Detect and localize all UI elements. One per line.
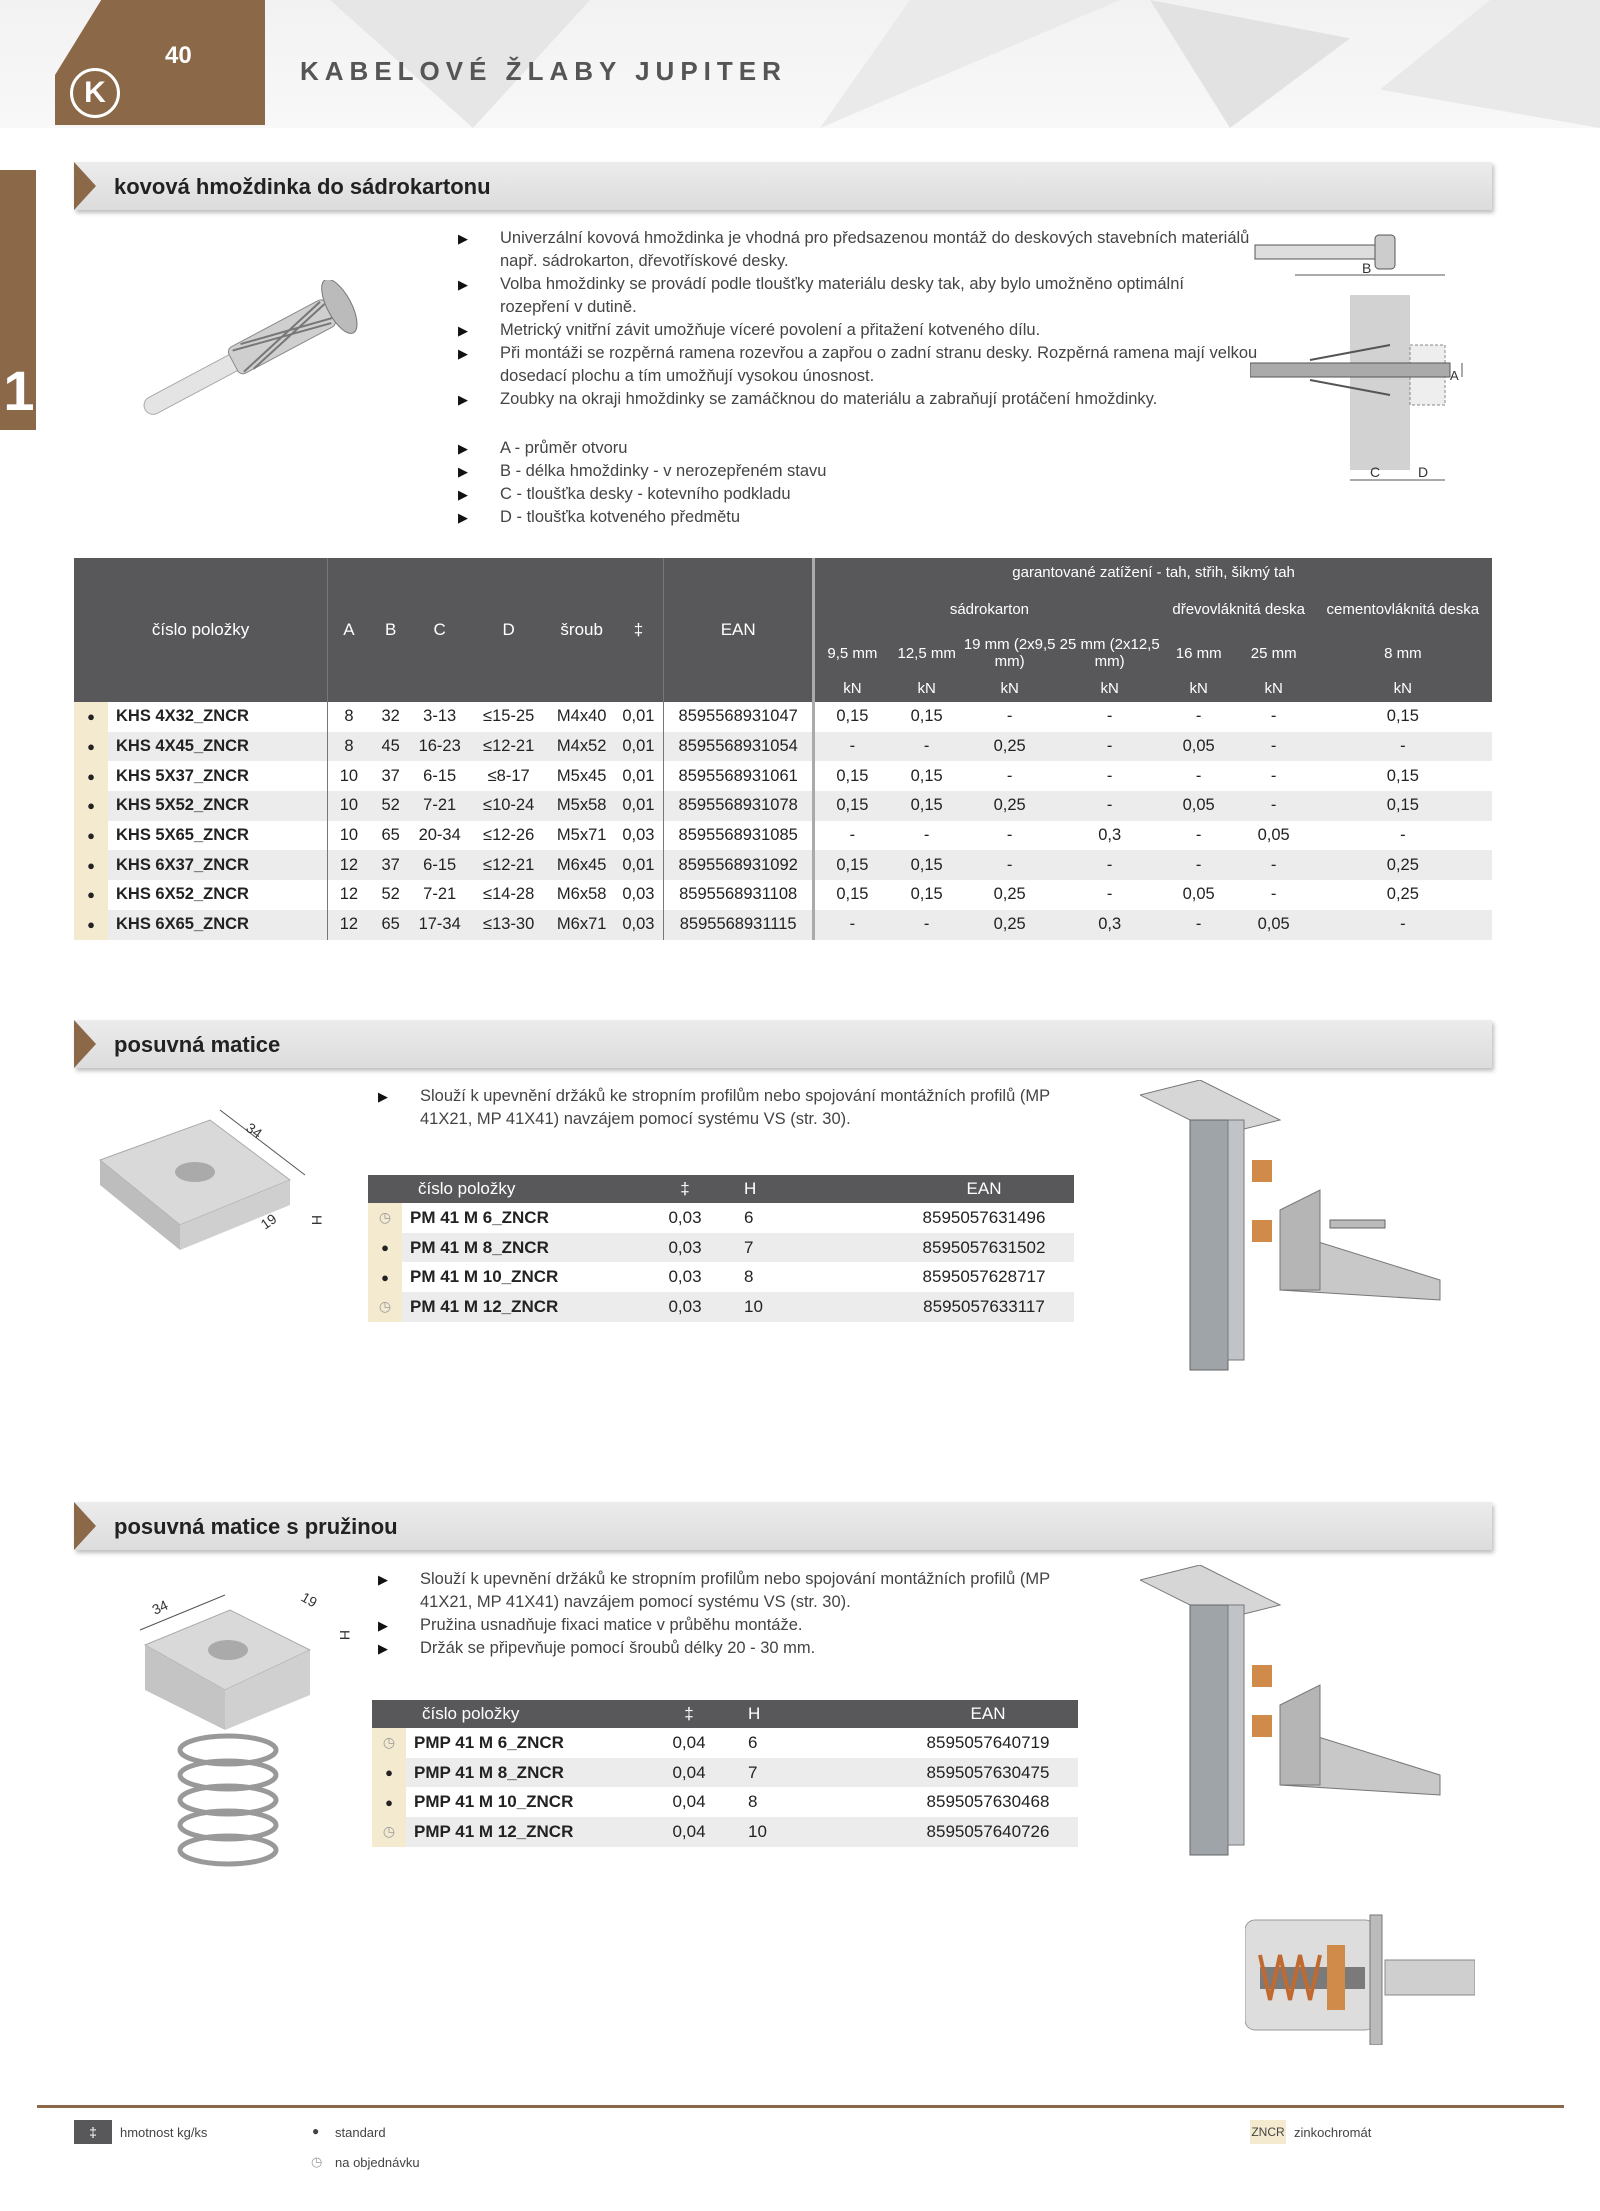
table-cell: 0,04 xyxy=(672,1792,706,1812)
col-header-c: C xyxy=(412,558,468,702)
table-cell: KHS 5X52_ZNCR xyxy=(108,791,328,821)
list-item: ▶ Při montáži se rozpěrná ramena rozevřou a zapřou o zadní stranu desky. Rozpěrná ramena mají velkou dosedací plochu a tím umožňují vysokou únosnost. xyxy=(458,342,1258,388)
table-cell: KHS 6X37_ZNCR xyxy=(108,850,328,880)
table-cell: KHS 6X65_ZNCR xyxy=(108,910,328,940)
dim-height-label: H xyxy=(309,1215,325,1226)
table-cell: KHS 4X32_ZNCR xyxy=(116,707,249,726)
table-cell: - xyxy=(1270,707,1277,726)
table-cell: ≤13-30 xyxy=(468,910,550,940)
table-cell: M4x52 xyxy=(550,732,614,762)
table-cell: M6x71 xyxy=(550,910,614,940)
table-cell: 7 xyxy=(724,1233,894,1263)
table-cell: M6x45 xyxy=(550,850,614,880)
table-cell: 8595568931108 xyxy=(664,880,814,910)
col-header-load: 8 mm xyxy=(1314,632,1492,674)
table-cell: ≤8-17 xyxy=(487,766,530,785)
dim-length-label: 34 xyxy=(149,1596,171,1618)
table-cell: ● xyxy=(74,910,108,940)
table-cell: 10 xyxy=(328,821,370,851)
table-cell: 8595568931047 xyxy=(664,702,814,732)
dim-length-label: 34 xyxy=(243,1119,266,1142)
table-cell: - xyxy=(890,732,964,762)
table-row xyxy=(74,850,1492,880)
table-cell: 0,3 xyxy=(1098,826,1122,845)
section-title: posuvná matice s pružinou xyxy=(114,1514,398,1539)
list-item: ▶ Slouží k upevnění držáků ke stropním profilům nebo spojování montážních profilů (MP 41X21, MP 41X41) navzájem pomocí systému VS (str. 30). xyxy=(378,1085,1058,1131)
table-cell: 17-34 xyxy=(412,910,468,940)
table-cell: ≤12-21 xyxy=(468,732,550,762)
table-cell: 6 xyxy=(744,1207,754,1227)
col-header-unit: kN xyxy=(1234,674,1314,702)
table-cell: PM 41 M 6_ZNCR xyxy=(410,1207,549,1227)
table-cell: 8595057631496 xyxy=(922,1207,1046,1227)
list-item: ▶ B - délka hmoždinky - v nerozepřeném stavu xyxy=(458,460,1058,483)
col-header-screw: šroub xyxy=(550,558,614,702)
table-cell: 0,25 xyxy=(964,791,1056,821)
dim-d-label: D xyxy=(1418,464,1429,480)
table-cell: - xyxy=(1056,850,1164,880)
col-header-item: číslo položky xyxy=(368,1175,646,1203)
table-cell: M5x45 xyxy=(556,766,607,785)
table-cell: 0,05 xyxy=(1257,826,1290,845)
table-cell: 6-15 xyxy=(412,850,468,880)
table-cell: 0,25 xyxy=(1314,850,1492,880)
order-symbol: ◷ xyxy=(311,2154,323,2169)
bracket-spring-assembly-image xyxy=(1140,1565,1460,1865)
section-heading-anchor xyxy=(74,162,1492,210)
table-row xyxy=(372,1787,1078,1817)
col-header-b: B xyxy=(370,558,412,702)
table-cell: - xyxy=(1270,885,1277,904)
table-cell: - xyxy=(1164,910,1234,940)
table-cell: 6-15 xyxy=(423,766,457,785)
footer-divider xyxy=(37,2105,1564,2108)
col-header-cement: cementovláknitá deska xyxy=(1314,586,1492,632)
table-cell: 0,15 xyxy=(1386,766,1419,785)
table-cell: 8595057630475 xyxy=(898,1758,1078,1788)
table-cell: 0,05 xyxy=(1182,885,1215,904)
table-cell: - xyxy=(1314,732,1492,762)
table-cell: 8595568931085 xyxy=(664,821,814,851)
weight-symbol: ‡ xyxy=(74,2120,112,2144)
table-cell: 0,03 xyxy=(622,826,655,845)
table-cell: 0,05 xyxy=(1234,910,1314,940)
table-cell: - xyxy=(890,910,964,940)
zncr-legend-label: zinkochromát xyxy=(1294,2125,1372,2140)
table-cell: 0,01 xyxy=(614,791,664,821)
section-title: posuvná matice xyxy=(114,1032,281,1057)
table-cell: 10 xyxy=(728,1817,898,1847)
table-cell: 37 xyxy=(381,766,400,785)
col-header-gypsum: sádrokarton xyxy=(814,586,1164,632)
table-cell: 0,05 xyxy=(1164,791,1234,821)
section-arrow-icon xyxy=(74,162,96,210)
list-item: ▶ Metrický vnitřní závit umožňuje víceré povolení a přitažení kotveného dílu. xyxy=(458,319,1258,342)
table-cell: 8 xyxy=(748,1792,758,1812)
table-cell: PM 41 M 8_ZNCR xyxy=(402,1233,646,1263)
table-cell: - xyxy=(1106,707,1113,726)
table-cell: 12 xyxy=(328,880,370,910)
table-cell: - xyxy=(923,826,930,845)
table-cell: - xyxy=(1056,791,1164,821)
table-cell: - xyxy=(814,821,890,851)
table-row xyxy=(74,702,1492,732)
table-cell: PM 41 M 12_ZNCR xyxy=(402,1292,646,1322)
table-cell: 0,15 xyxy=(910,707,943,726)
dim-height-label: H xyxy=(337,1630,353,1641)
table-cell: ● xyxy=(368,1233,402,1263)
table-cell: 0,01 xyxy=(622,707,655,726)
table-cell: 6 xyxy=(748,1732,758,1752)
table-row xyxy=(74,791,1492,821)
table-cell: M4x40 xyxy=(556,707,607,726)
table-cell: KHS 5X65_ZNCR xyxy=(116,826,249,845)
table-cell: PMP 41 M 10_ZNCR xyxy=(414,1792,574,1812)
table-cell: 0,15 xyxy=(1386,707,1419,726)
table-cell: 0,15 xyxy=(814,702,890,732)
table-cell: 8595568931092 xyxy=(664,850,814,880)
table-cell: 10 xyxy=(328,791,370,821)
table-cell: ◷ xyxy=(372,1728,406,1758)
table-cell: 7-21 xyxy=(412,791,468,821)
list-item: ▶ A - průměr otvoru xyxy=(458,437,1058,460)
dim-b-label: B xyxy=(1362,260,1372,276)
list-item: ▶ Zoubky na okraji hmoždinky se zamáčknou do materiálu a zabraňují protáčení hmoždinky. xyxy=(458,388,1258,411)
table-cell: - xyxy=(1106,766,1113,785)
table-cell: ◷ xyxy=(368,1292,402,1322)
col-header-ean: EAN xyxy=(898,1700,1078,1728)
spring-nut-image xyxy=(100,1570,370,1880)
table-cell: ◷ xyxy=(368,1203,402,1233)
table-cell: 37 xyxy=(370,850,412,880)
table-cell: 65 xyxy=(381,826,400,845)
table-cell: 8595057640726 xyxy=(898,1817,1078,1847)
col-header-ean: EAN xyxy=(664,558,814,702)
table-row xyxy=(372,1758,1078,1788)
table-cell: 8595057628717 xyxy=(922,1267,1046,1287)
table-cell: ● xyxy=(74,791,108,821)
table-cell: 0,25 xyxy=(1386,885,1419,904)
table-cell: 52 xyxy=(370,791,412,821)
table-row xyxy=(372,1728,1078,1758)
table-cell: ● xyxy=(74,821,108,851)
table-cell: KHS 6X52_ZNCR xyxy=(116,885,249,904)
table-cell: 7-21 xyxy=(423,885,457,904)
col-header-unit: kN xyxy=(814,674,890,702)
table-cell: - xyxy=(1270,766,1277,785)
list-item: ▶ Volba hmoždinky se provádí podle tloušťky materiálu desky tak, aby bylo umožněno optimální rozepření v dutině. xyxy=(458,273,1258,319)
table-row xyxy=(74,732,1492,762)
list-item: ▶ Pružina usnadňuje fixaci matice v průběhu montáže. xyxy=(378,1614,1058,1637)
table-cell: 8 xyxy=(744,1267,754,1287)
col-header-weight: ‡ xyxy=(650,1700,728,1728)
section-arrow-icon xyxy=(74,1502,96,1550)
anchor-dimension-diagram xyxy=(1250,225,1480,490)
anchor-spec-table xyxy=(74,558,1492,940)
standard-legend-label: standard xyxy=(335,2125,386,2140)
table-cell: 8595057633117 xyxy=(894,1292,1074,1322)
col-header-load: 16 mm xyxy=(1164,632,1234,674)
spring-nut-feature-list xyxy=(378,1568,1058,1660)
table-cell: 0,03 xyxy=(668,1207,702,1227)
dim-width-label: 19 xyxy=(257,1210,280,1233)
table-cell: KHS 5X37_ZNCR xyxy=(116,766,249,785)
table-cell: 8595057640719 xyxy=(926,1732,1050,1752)
table-cell: 16-23 xyxy=(412,732,468,762)
table-row xyxy=(372,1817,1078,1847)
table-cell: ● xyxy=(372,1758,406,1788)
col-header-weight: ‡ xyxy=(646,1175,724,1203)
col-header-ean: EAN xyxy=(894,1175,1074,1203)
table-cell: 0,15 xyxy=(1314,791,1492,821)
table-cell: 0,04 xyxy=(650,1758,728,1788)
table-cell: ● xyxy=(74,880,108,910)
nut-feature-list xyxy=(378,1085,1058,1131)
table-row xyxy=(368,1292,1074,1322)
list-item: ▶ Slouží k upevnění držáků ke stropním profilům nebo spojování montážních profilů (MP 41X21, MP 41X41) navzájem pomocí systému VS (str. 30). xyxy=(378,1568,1058,1614)
table-cell: ≤12-21 xyxy=(468,850,550,880)
col-header-unit: kN xyxy=(1164,674,1234,702)
table-cell: - xyxy=(1006,707,1013,726)
table-cell: - xyxy=(1056,732,1164,762)
table-cell: 7 xyxy=(728,1758,898,1788)
table-cell: ● xyxy=(74,702,108,732)
brand-logo: K xyxy=(70,68,120,118)
table-cell: PMP 41 M 6_ZNCR xyxy=(414,1732,564,1752)
col-header-h: H xyxy=(728,1700,898,1728)
table-cell: ● xyxy=(368,1262,402,1292)
table-row xyxy=(74,821,1492,851)
table-cell: 10 xyxy=(328,761,370,791)
table-cell: KHS 4X45_ZNCR xyxy=(108,732,328,762)
table-cell: 0,03 xyxy=(646,1292,724,1322)
col-header-load: 25 mm (2x12,5 mm) xyxy=(1056,632,1164,674)
table-cell: 0,3 xyxy=(1056,910,1164,940)
col-header-wood: dřevovláknitá deska xyxy=(1164,586,1314,632)
col-header-load: 12,5 mm xyxy=(890,632,964,674)
table-cell: 0,15 xyxy=(890,791,964,821)
table-cell: 0,04 xyxy=(672,1732,706,1752)
col-header-unit: kN xyxy=(1314,674,1492,702)
table-cell: 32 xyxy=(381,707,400,726)
section-arrow-icon xyxy=(74,1020,96,1068)
dim-c-label: C xyxy=(1370,464,1381,480)
table-cell: M5x71 xyxy=(556,826,607,845)
catalog-title: KABELOVÉ ŽLABY JUPITER xyxy=(300,56,787,86)
table-cell: 3-13 xyxy=(423,707,457,726)
table-cell: - xyxy=(1400,826,1406,845)
col-header-d: D xyxy=(468,558,550,702)
table-cell: 12 xyxy=(328,850,370,880)
col-header-h: H xyxy=(724,1175,894,1203)
table-cell: 0,01 xyxy=(614,732,664,762)
table-cell: 0,25 xyxy=(964,910,1056,940)
table-cell: PM 41 M 10_ZNCR xyxy=(410,1267,559,1287)
table-cell: 8595057631502 xyxy=(894,1233,1074,1263)
table-cell: - xyxy=(1234,850,1314,880)
page-number: 40 xyxy=(165,42,192,69)
table-row xyxy=(368,1262,1074,1292)
table-cell: - xyxy=(1234,791,1314,821)
table-cell: ≤12-26 xyxy=(483,826,535,845)
table-cell: - xyxy=(1195,766,1202,785)
table-row xyxy=(368,1203,1074,1233)
drywall-anchor-image xyxy=(110,280,400,420)
table-cell: PMP 41 M 12_ZNCR xyxy=(406,1817,650,1847)
table-cell: - xyxy=(1164,850,1234,880)
list-item: ▶ D - tloušťka kotveného předmětu xyxy=(458,506,1058,529)
table-cell: 45 xyxy=(370,732,412,762)
table-row xyxy=(74,910,1492,940)
dimension-legend-list xyxy=(458,437,1058,529)
table-cell: ≤14-28 xyxy=(483,885,535,904)
table-cell: - xyxy=(1234,732,1314,762)
col-header-unit: kN xyxy=(890,674,964,702)
section-heading-nut xyxy=(74,1020,1492,1068)
table-cell: 0,15 xyxy=(814,791,890,821)
table-cell: 0,15 xyxy=(890,850,964,880)
table-cell: 0,15 xyxy=(814,761,890,791)
table-cell: 0,15 xyxy=(814,850,890,880)
table-cell: ● xyxy=(74,761,108,791)
table-cell: 0,15 xyxy=(814,880,890,910)
table-cell: - xyxy=(1006,766,1013,785)
table-cell: - xyxy=(964,850,1056,880)
nut-spec-table xyxy=(368,1175,1074,1322)
table-cell: M5x58 xyxy=(550,791,614,821)
table-row xyxy=(368,1233,1074,1263)
dim-width-label: 19 xyxy=(298,1588,320,1611)
col-header-item: číslo položky xyxy=(74,558,328,702)
col-header-a: A xyxy=(328,558,370,702)
table-cell: ≤10-24 xyxy=(468,791,550,821)
table-cell: 8 xyxy=(328,732,370,762)
table-row xyxy=(74,761,1492,791)
table-cell: 52 xyxy=(381,885,400,904)
table-cell: M6x58 xyxy=(556,885,607,904)
table-cell: 0,05 xyxy=(1164,732,1234,762)
table-cell: 0,01 xyxy=(622,766,655,785)
table-cell: 0,04 xyxy=(650,1817,728,1847)
col-header-item: číslo položky xyxy=(372,1700,650,1728)
col-header-load: 19 mm (2x9,5 mm) xyxy=(964,632,1056,674)
table-cell: - xyxy=(1314,910,1492,940)
table-cell: - xyxy=(1195,707,1202,726)
table-cell: 0,03 xyxy=(646,1233,724,1263)
table-cell: 10 xyxy=(724,1292,894,1322)
dim-a-label: A xyxy=(1450,368,1459,383)
table-cell: ● xyxy=(372,1787,406,1817)
list-item: ▶ C - tloušťka desky - kotevního podkladu xyxy=(458,483,1058,506)
section-title: kovová hmoždinka do sádrokartonu xyxy=(114,174,491,199)
chapter-number: 1 xyxy=(3,359,35,422)
table-cell: - xyxy=(814,910,890,940)
col-header-unit: kN xyxy=(1056,674,1164,702)
table-cell: 12 xyxy=(328,910,370,940)
table-cell: 0,01 xyxy=(614,850,664,880)
table-row xyxy=(74,880,1492,910)
col-header-unit: kN xyxy=(964,674,1056,702)
table-cell: 0,25 xyxy=(964,732,1056,762)
col-header-load: 25 mm xyxy=(1234,632,1314,674)
table-cell: 8595568931061 xyxy=(664,761,814,791)
table-cell: - xyxy=(1195,826,1202,845)
weight-legend-label: hmotnost kg/ks xyxy=(120,2125,208,2140)
table-cell: 8595568931078 xyxy=(664,791,814,821)
table-cell: 8 xyxy=(328,702,370,732)
table-cell: ≤15-25 xyxy=(483,707,535,726)
table-cell: PMP 41 M 8_ZNCR xyxy=(406,1758,650,1788)
col-header-load-group: garantované zatížení - tah, střih, šikmý tah xyxy=(814,558,1492,586)
table-cell: 0,15 xyxy=(910,766,943,785)
bracket-assembly-image xyxy=(1140,1080,1460,1380)
table-cell: - xyxy=(1006,826,1013,845)
col-header-weight: ‡ xyxy=(614,558,664,702)
table-cell: 0,25 xyxy=(993,885,1026,904)
table-cell: 8595568931115 xyxy=(664,910,814,940)
table-cell: ◷ xyxy=(372,1817,406,1847)
table-cell: - xyxy=(1106,885,1113,904)
section-heading-spring-nut xyxy=(74,1502,1492,1550)
table-cell: 20-34 xyxy=(418,826,461,845)
list-item: ▶ Držák se připevňuje pomocí šroubů délky 20 - 30 mm. xyxy=(378,1637,1058,1660)
table-cell: 0,03 xyxy=(622,885,655,904)
order-legend-label: na objednávku xyxy=(335,2155,420,2170)
anchor-feature-list xyxy=(458,227,1258,411)
table-cell: 0,03 xyxy=(668,1267,702,1287)
table-cell: 65 xyxy=(370,910,412,940)
table-cell: 8595057630468 xyxy=(926,1792,1050,1812)
standard-symbol: ● xyxy=(312,2124,320,2138)
list-item: ▶ Univerzální kovová hmoždinka je vhodná pro předsazenou montáž do deskových stavebních materiálů např. sádrokarton, dřevotřískové desky. xyxy=(458,227,1258,273)
table-cell: ● xyxy=(74,732,108,762)
channel-nut-image xyxy=(90,1090,340,1260)
table-cell: 0,03 xyxy=(614,910,664,940)
table-cell: 8595568931054 xyxy=(664,732,814,762)
zncr-code-badge: ZNCR xyxy=(1250,2120,1286,2144)
table-cell: 0,15 xyxy=(910,885,943,904)
spring-nut-spec-table xyxy=(372,1700,1078,1847)
col-header-load: 9,5 mm xyxy=(814,632,890,674)
table-cell: - xyxy=(814,732,890,762)
spring-nut-cutaway-image xyxy=(1245,1905,1475,2045)
table-cell: ● xyxy=(74,850,108,880)
